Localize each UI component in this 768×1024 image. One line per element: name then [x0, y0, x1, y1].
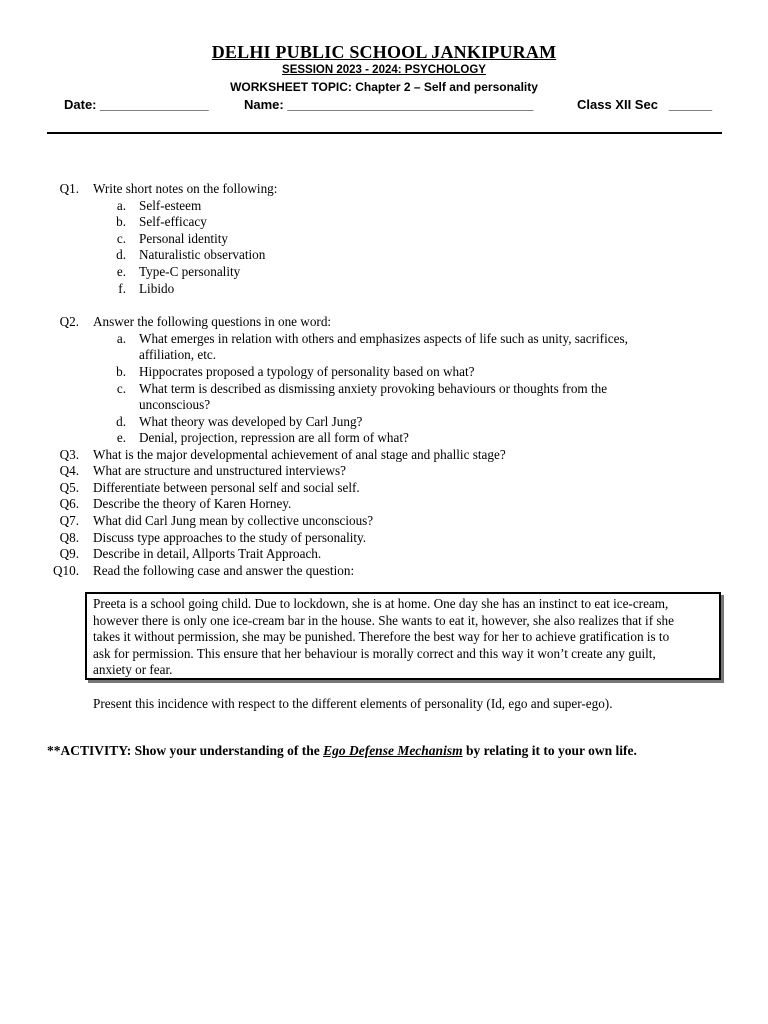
activity-instruction — [47, 743, 637, 759]
question-number: Q10. — [52, 563, 79, 578]
item-text: Libido — [139, 281, 175, 296]
activity-suffix: by relating it to your own life. — [462, 743, 637, 758]
item-text: unconscious? — [139, 397, 211, 412]
worksheet-topic: WORKSHEET TOPIC: Chapter 2 – Self and personality — [230, 80, 538, 94]
question-text: What did Carl Jung mean by collective unconscious? — [93, 513, 374, 528]
question-text: Describe the theory of Karen Horney. — [93, 496, 292, 511]
question-text: Read the following case and answer the question: — [93, 563, 355, 578]
item-text: Denial, projection, repression are all form of what? — [139, 430, 409, 445]
question-text: What is the major developmental achievement of anal stage and phallic stage? — [93, 447, 506, 462]
case-line: however there is only one ice-cream bar in the house. She wants to eat it, however, she also realizes that if she — [93, 612, 674, 628]
item-text: Self-efficacy — [139, 214, 207, 229]
activity-emphasis: Ego Defense Mechanism — [323, 743, 463, 758]
item-letter: d. — [116, 414, 126, 429]
question-text: Answer the following questions in one word: — [93, 314, 332, 329]
question-number: Q7. — [59, 513, 79, 528]
item-letter: c. — [116, 381, 126, 396]
item-letter: b. — [116, 214, 126, 229]
item-text: Type-C personality — [139, 264, 241, 279]
case-line: Preeta is a school going child. Due to lockdown, she is at home. One day she has an instinct to eat ice-cream, — [93, 596, 669, 611]
item-letter: f. — [118, 281, 126, 296]
item-letter: a. — [116, 198, 126, 213]
case-line: ask for permission. This ensure that her behaviour is morally correct and this way it won’t create any guilt, — [93, 645, 656, 661]
item-letter: e. — [116, 264, 126, 279]
item-letter: b. — [116, 364, 126, 379]
question-number: Q4. — [59, 463, 79, 478]
item-text: affiliation, etc. — [139, 347, 217, 362]
school-name: DELHI PUBLIC SCHOOL JANKIPURAM — [211, 42, 557, 62]
case-question: Present this incidence with respect to the different elements of personality (Id, ego and super-ego). — [93, 696, 613, 711]
question-text: Describe in detail, Allports Trait Approach. — [93, 546, 322, 561]
question-number: Q6. — [59, 496, 79, 511]
item-text: Personal identity — [139, 231, 229, 246]
name-field: Name: __________________________________ — [244, 97, 534, 112]
header-divider — [47, 132, 722, 134]
question-text: Discuss type approaches to the study of personality. — [93, 530, 367, 545]
case-line: anxiety or fear. — [93, 662, 173, 678]
question-number: Q9. — [59, 546, 79, 561]
question-text: Write short notes on the following: — [93, 181, 278, 196]
item-letter: a. — [116, 331, 126, 346]
activity-prefix: **ACTIVITY: Show your understanding of the — [47, 743, 324, 758]
item-text: What emerges in relation with others and emphasizes aspects of life such as unity, sacrifices, — [139, 331, 628, 346]
item-letter: e. — [116, 430, 126, 445]
question-number: Q3. — [59, 447, 79, 462]
item-text: What theory was developed by Carl Jung? — [139, 414, 363, 429]
case-study-text — [93, 596, 721, 679]
question-number: Q8. — [59, 530, 79, 545]
question-number: Q2. — [59, 314, 79, 329]
question-number: Q1. — [59, 181, 79, 196]
question-text: What are structure and unstructured interviews? — [93, 463, 347, 478]
question-text: Differentiate between personal self and social self. — [93, 480, 360, 495]
item-text: Hippocrates proposed a typology of personality based on what? — [139, 364, 475, 379]
item-text: Naturalistic observation — [139, 247, 266, 262]
item-text: What term is described as dismissing anxiety provoking behaviours or thoughts from the — [139, 381, 608, 396]
case-line: takes it without permission, she may be punished. Therefore the best way for her to achieve gratification is to — [93, 629, 670, 645]
item-text: Self-esteem — [139, 198, 202, 213]
session-line: SESSION 2023 - 2024: PSYCHOLOGY — [282, 64, 486, 76]
item-letter: d. — [116, 247, 126, 262]
question-number: Q5. — [59, 480, 79, 495]
class-section-field: Class XII Sec ______ — [577, 97, 713, 112]
item-letter: c. — [116, 231, 126, 246]
date-field: Date: _______________ — [64, 97, 209, 112]
